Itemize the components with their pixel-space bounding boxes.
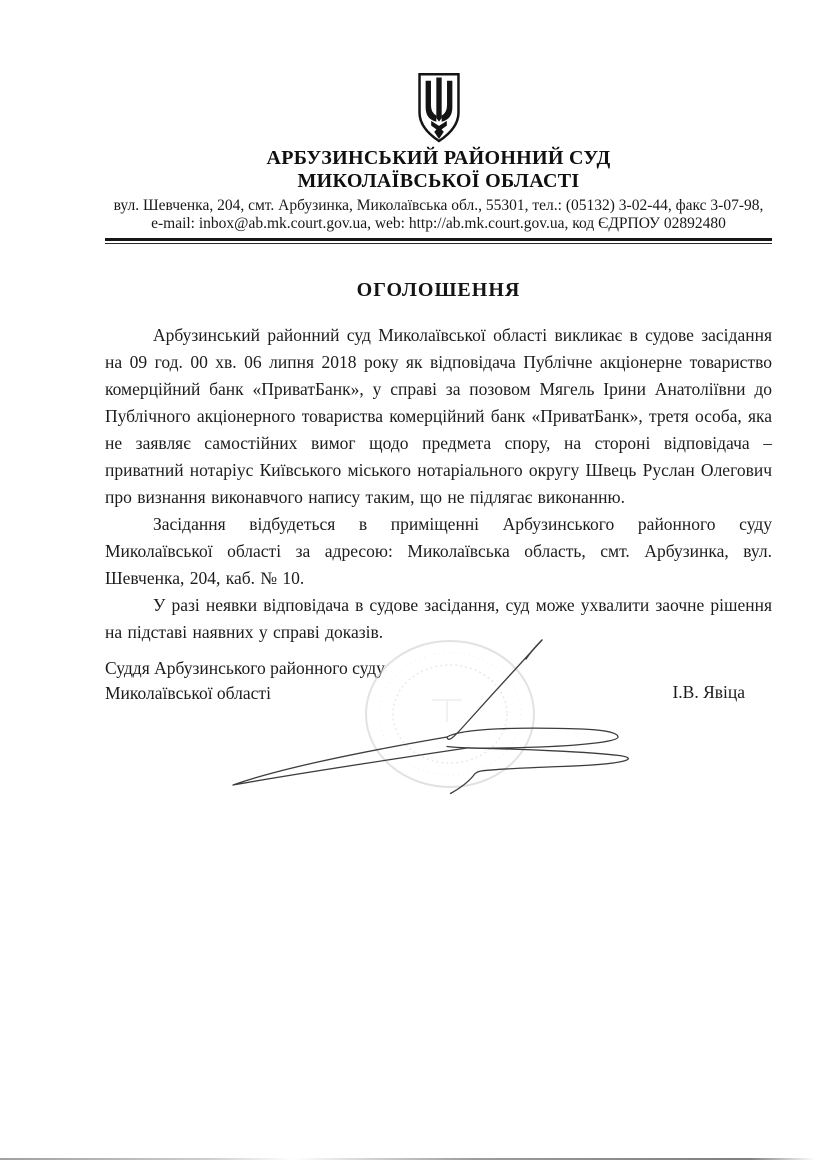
body-paragraph: У разі неявки відповідача в судове засідання, суд може ухвалити заочне рішення на підставі наявних у справі доказів.: [105, 595, 772, 642]
court-name-line2: МИКОЛАЇВСЬКОЇ ОБЛАСТІ: [297, 170, 580, 192]
letterhead: [105, 0, 772, 244]
court-contacts-line: e-mail: inbox@ab.mk.court.gov.ua, web: http://ab.mk.court.gov.ua, код ЄДРПОУ 02892480: [151, 215, 726, 232]
coat-of-arms-tryzub-icon: [418, 72, 460, 144]
signature-and-stamp-art: [218, 626, 670, 806]
document-body: [105, 322, 772, 646]
court-name-line1: АРБУЗИНСЬКИЙ РАЙОННИЙ СУД: [266, 147, 611, 169]
letterhead-divider: [105, 238, 772, 244]
body-paragraph: Засідання відбудеться в приміщенні Арбузинського районного суду Миколаївської області за адресою: Миколаївська область, смт. Арбузинка, вул. Шевченка, 204, каб. № 10.: [105, 514, 772, 588]
signature-block: [105, 656, 772, 706]
body-paragraph: Арбузинський районний суд Миколаївської області викликає в судове засідання на 09 год. 00 хв. 06 липня 2018 року як відповідача Публічне акціонерне товариство комерційний банк «ПриватБанк», у справі за позовом Мягель Ірини Анатоліївни до Публічного акціонерного товариства комерційний банк «ПриватБанк», третя особа, яка не заявляє самостійних вимог щодо предмета спору, на стороні відповідача – приватний нотаріус Київського міського нотаріального округу Швець Руслан Олегович про визнання виконавчого напису таким, що не підлягає виконанню.: [105, 325, 772, 507]
judge-title-line1: Суддя Арбузинського районного суду: [105, 658, 385, 678]
court-address-line: вул. Шевченка, 204, смт. Арбузинка, Миколаївська обл., 55301, тел.: (05132) 3-02-44, факс 3-07-98,: [113, 197, 764, 214]
emblem-wrap: [105, 0, 772, 144]
judge-title-line2: Миколаївської області: [105, 683, 271, 703]
scan-edge-artifact: [0, 1158, 815, 1160]
document-title: ОГОЛОШЕННЯ: [356, 279, 521, 301]
judge-name: І.В. Явіца: [672, 682, 745, 702]
